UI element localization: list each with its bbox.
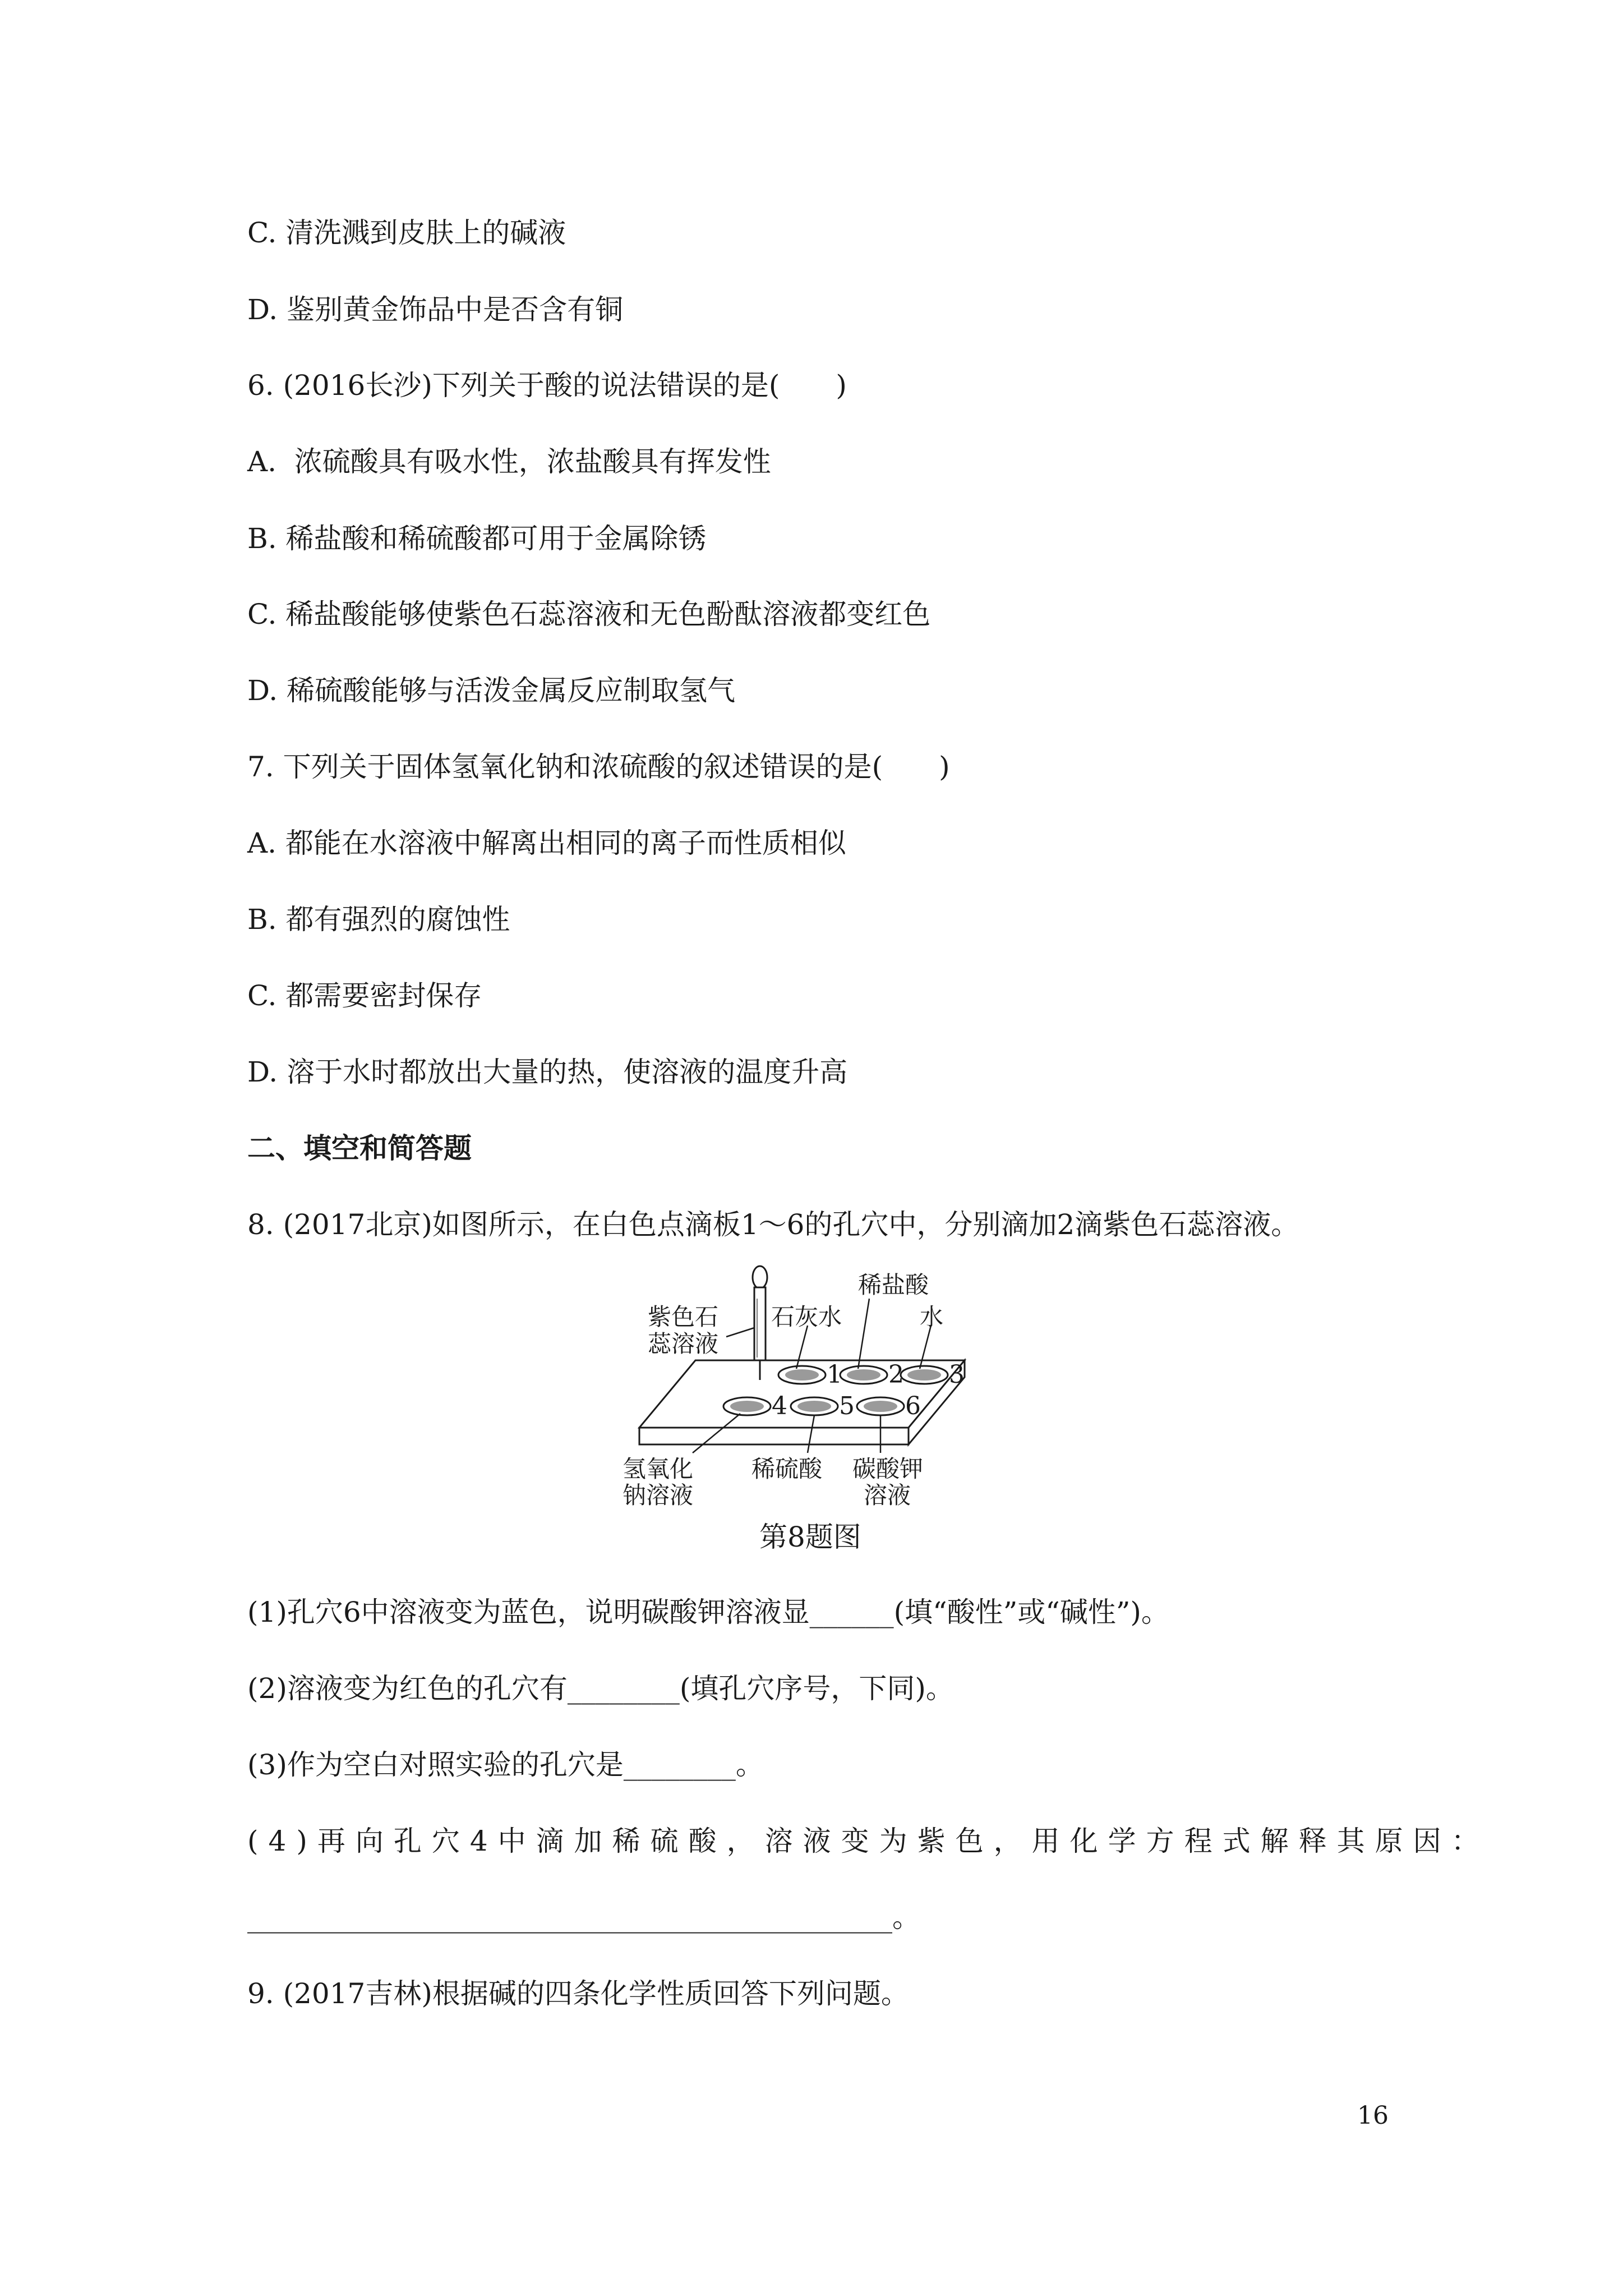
well-6 (857, 1397, 904, 1415)
answer-blank-line: ______________________________________________。 (247, 1901, 920, 1934)
well-1 (778, 1366, 826, 1384)
question-7-option-b: B. 都有强烈的腐蚀性 (247, 903, 510, 936)
question-8-part-2: (2)溶液变为红色的孔穴有________(填孔穴序号，下同)。 (247, 1672, 954, 1705)
well-4 (723, 1397, 771, 1415)
well-2 (840, 1366, 887, 1384)
figure-caption: 第8题图 (759, 1521, 861, 1553)
question-8-stem: 8. (2017北京)如图所示，在白色点滴板1～6的孔穴中，分别滴加2滴紫色石蕊溶液。 (247, 1208, 1299, 1241)
question-6-option-d: D. 稀硫酸能够与活泼金属反应制取氢气 (247, 674, 736, 707)
question-9-stem: 9. (2017吉林)根据碱的四条化学性质回答下列问题。 (247, 1977, 909, 2010)
well-number-3: 3 (949, 1360, 965, 1389)
well-3 (901, 1366, 948, 1384)
question-8-part-3: (3)作为空白对照实验的孔穴是________。 (247, 1749, 764, 1781)
label-k2co3-line1: 碳酸钾 (852, 1455, 924, 1483)
question-7-stem: 7. 下列关于固体氢氧化钠和浓硫酸的叙述错误的是( ) (247, 751, 950, 783)
label-water: 水 (920, 1303, 944, 1331)
well-number-5: 5 (839, 1392, 855, 1420)
label-dilute-h2so4: 稀硫酸 (751, 1455, 823, 1483)
label-dilute-hcl: 稀盐酸 (858, 1271, 929, 1299)
label-litmus-line2: 蕊溶液 (648, 1330, 719, 1358)
question-7-option-d: D. 溶于水时都放出大量的热，使溶液的温度升高 (247, 1056, 848, 1088)
question-7-option-c: C. 都需要密封保存 (247, 979, 482, 1012)
label-limewater: 石灰水 (771, 1303, 842, 1331)
well-number-6: 6 (905, 1392, 921, 1420)
page-number: 16 (1357, 2101, 1389, 2130)
question-6-option-c: C. 稀盐酸能够使紫色石蕊溶液和无色酚酞溶液都变红色 (247, 598, 931, 631)
label-k2co3-line2: 溶液 (864, 1481, 911, 1506)
well-number-2: 2 (888, 1360, 904, 1389)
question-6-stem: 6. (2016长沙)下列关于酸的说法错误的是( ) (247, 369, 847, 402)
well-5 (791, 1397, 838, 1415)
question-8-part-4: (4)再向孔穴4中滴加稀硫酸，溶液变为紫色，用化学方程式解释其原因： (247, 1825, 1490, 1857)
question-7-option-a: A. 都能在水溶液中解离出相同的离子而性质相似 (247, 827, 846, 859)
question-6-option-a: A. 浓硫酸具有吸水性，浓盐酸具有挥发性 (247, 445, 771, 478)
well-number-4: 4 (772, 1392, 787, 1420)
spot-plate-figure (617, 1265, 1009, 1506)
question-8-part-1: (1)孔穴6中溶液变为蓝色，说明碳酸钾溶液显______(填“酸性”或“碱性”)。 (247, 1596, 1169, 1628)
plate-front (639, 1428, 909, 1444)
option-d-gold-copper: D. 鉴别黄金饰品中是否含有铜 (247, 293, 624, 326)
well-number-1: 1 (827, 1360, 842, 1389)
label-litmus-line1: 紫色石 (648, 1303, 719, 1331)
question-6-option-b: B. 稀盐酸和稀硫酸都可用于金属除锈 (247, 522, 707, 555)
label-naoh-line2: 钠溶液 (623, 1481, 694, 1506)
option-c-alkali-wash: C. 清洗溅到皮肤上的碱液 (247, 217, 566, 249)
section-heading: 二、填空和简答题 (247, 1132, 472, 1165)
label-naoh-line1: 氢氧化 (623, 1455, 694, 1483)
